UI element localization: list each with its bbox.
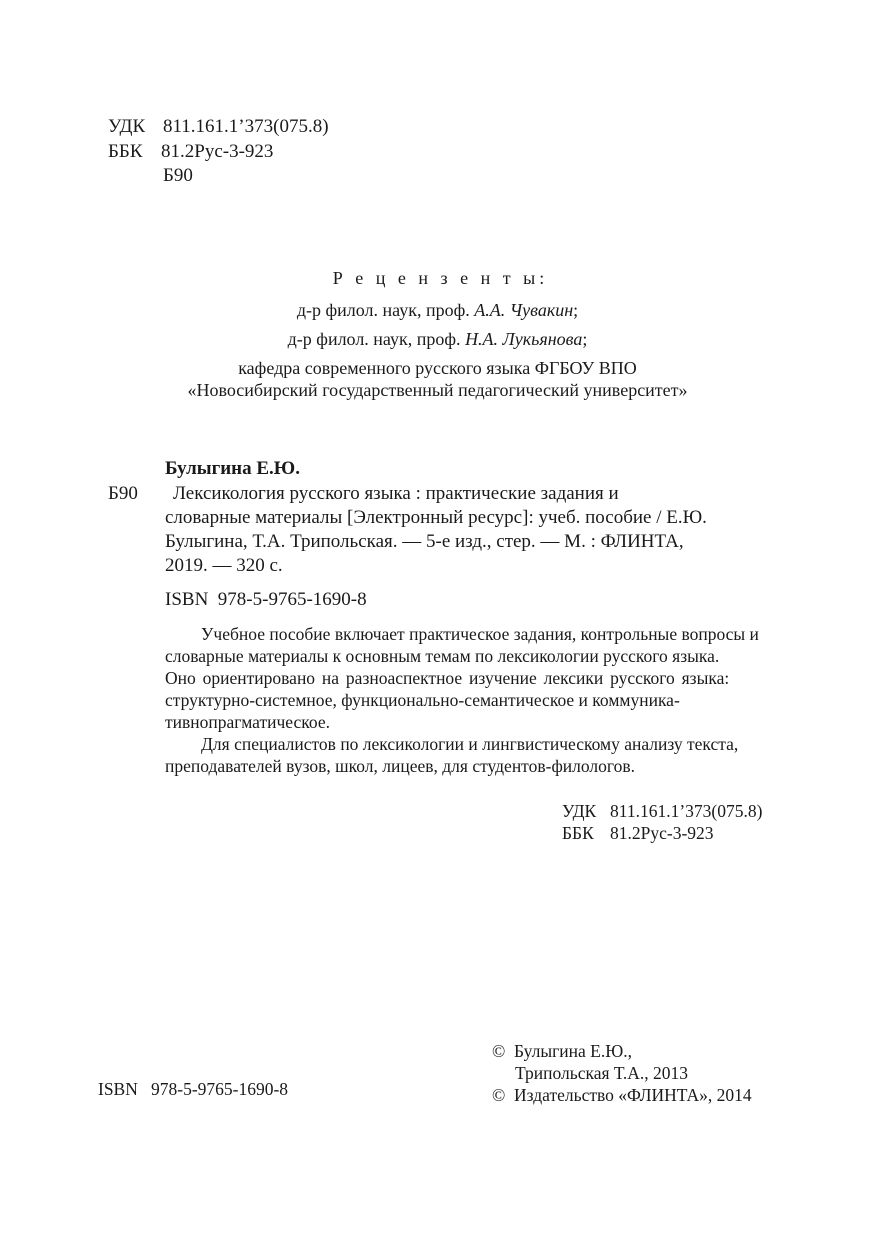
reviewer-2-name: Н.А. Лукьянова [465, 329, 583, 349]
annotation-p1-line5: тивнопрагматическое. [165, 712, 330, 732]
reviewer-2-degree: д-р филол. наук, проф. [287, 329, 466, 349]
bib-author: Булыгина Е.Ю. [165, 458, 300, 479]
annotation-p1-line3: Оно ориентировано на разноаспектное изучение лексики русского языка: [165, 668, 730, 688]
udk-label: УДК [108, 116, 146, 137]
annotation-p2-line2: преподавателей вузов, школ, лицеев, для студентов-филологов. [165, 756, 636, 776]
copyright-authors-line2: Трипольская Т.А., 2013 [515, 1063, 689, 1083]
reviewer-dept-line1: кафедра современного русского языка ФГБОУ ВПО [238, 358, 637, 378]
bib-mark: Б90 [108, 483, 138, 504]
reviewer-1-degree: д-р филол. наук, проф. [296, 300, 475, 320]
reviewer-1-suffix: ; [573, 300, 579, 320]
bib-line-1: Лексикология русского языка : практические задания и [173, 483, 619, 504]
footer-bbk-label: ББК [562, 823, 594, 843]
annotation-p1-line1: Учебное пособие включает практическое задания, контрольные вопросы и [201, 624, 759, 644]
footer-bbk-line [562, 822, 714, 844]
bbk-line [108, 139, 273, 164]
footer-udk-label: УДК [562, 801, 597, 821]
copyright-publisher: © Издательство «ФЛИНТА», 2014 [492, 1085, 752, 1105]
footer-udk-line [562, 800, 762, 822]
udk-line [108, 114, 329, 139]
annotation-p1-line4: структурно-системное, функционально-семантическое и коммуника- [165, 690, 680, 710]
reviewer-dept-line2: «Новосибирский государственный педагогический университет» [187, 380, 688, 400]
author-mark: Б90 [163, 165, 193, 186]
reviewer-1-name: А.А. Чувакин [474, 300, 574, 320]
copyright-authors: © Булыгина Е.Ю., [492, 1041, 632, 1061]
bib-line-4: 2019. — 320 с. [165, 555, 283, 576]
reviewer-2 [0, 327, 875, 351]
bottom-isbn: ISBN 978-5-9765-1690-8 [98, 1079, 289, 1099]
annotation-p2-line1: Для специалистов по лексикологии и лингвистическому анализу текста, [201, 734, 739, 754]
bib-isbn: ISBN 978-5-9765-1690-8 [165, 589, 367, 610]
bib-line-2: словарные материалы [Электронный ресурс]: учеб. пособие / Е.Ю. [165, 507, 707, 528]
annotation-p1-line2: словарные материалы к основным темам по лексикологии русского языка. [165, 646, 720, 666]
footer-udk-value: 811.161.1’373(075.8) [610, 801, 763, 821]
reviewer-2-suffix: ; [582, 329, 588, 349]
bbk-value: 81.2Рус-3-923 [161, 141, 274, 162]
reviewer-1 [0, 298, 875, 322]
reviewers-title: Р е ц е н з е н т ы: [332, 268, 549, 288]
bbk-label: ББК [108, 141, 143, 162]
udk-value: 811.161.1’373(075.8) [163, 116, 329, 137]
bib-line-3: Булыгина, Т.А. Трипольская. — 5-е изд., стер. — М. : ФЛИНТА, [165, 531, 684, 552]
footer-bbk-value: 81.2Рус-3-923 [610, 823, 714, 843]
